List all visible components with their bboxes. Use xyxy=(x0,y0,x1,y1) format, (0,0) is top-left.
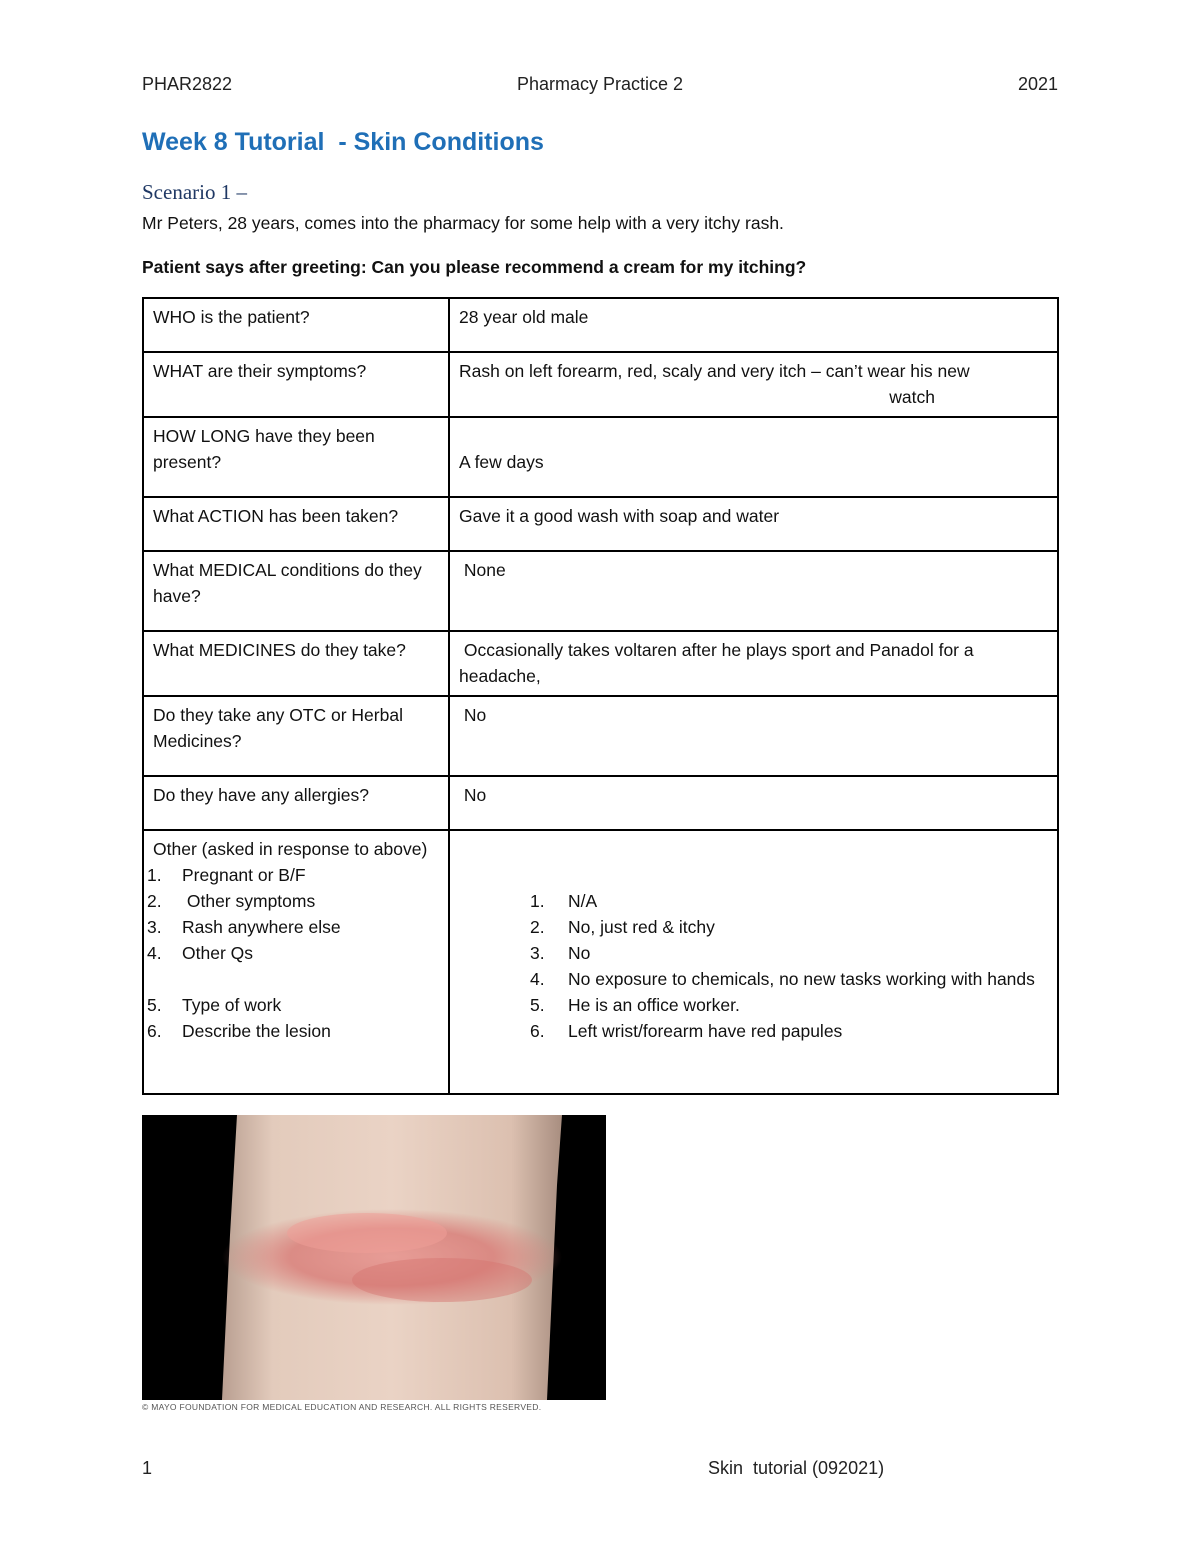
unit-name: Pharmacy Practice 2 xyxy=(516,74,684,94)
question-cell: WHAT are their symptoms? xyxy=(143,352,449,417)
page-number: 1 xyxy=(142,1458,153,1478)
table-row xyxy=(143,551,1058,631)
patient-prompt: Patient says after greeting: Can you please recommend a cream for my itching? xyxy=(142,257,807,277)
question-cell: HOW LONG have they been present? xyxy=(143,417,449,497)
list-item: 5. Type of work xyxy=(147,995,282,1015)
answer-cell: No xyxy=(449,696,1058,776)
answer-line-wrap: watch xyxy=(889,387,935,407)
question-cell xyxy=(143,830,449,1094)
image-credit: © MAYO FOUNDATION FOR MEDICAL EDUCATION AND RESEARCH. ALL RIGHTS RESERVED. xyxy=(142,1402,542,1412)
table-row xyxy=(143,696,1058,776)
list-item: 3. Rash anywhere else xyxy=(147,917,341,937)
answer-text: A few days xyxy=(459,452,544,472)
rash-photo xyxy=(142,1115,606,1400)
question-cell: What MEDICINES do they take? xyxy=(143,631,449,696)
table-row xyxy=(143,298,1058,352)
answer-cell xyxy=(449,417,1058,497)
question-cell: Do they have any allergies? xyxy=(143,776,449,830)
answer-cell: 28 year old male xyxy=(449,298,1058,352)
list-item: 6. Describe the lesion xyxy=(147,1021,331,1041)
list-item: 2. No, just red & itchy xyxy=(530,917,715,937)
page-title: Week 8 Tutorial - Skin Conditions xyxy=(142,128,544,156)
question-cell: Do they take any OTC or Herbal Medicines? xyxy=(143,696,449,776)
answer-cell: Gave it a good wash with soap and water xyxy=(449,497,1058,551)
list-item: 5. He is an office worker. xyxy=(530,995,740,1015)
question-cell: What MEDICAL conditions do they have? xyxy=(143,551,449,631)
other-answers-list xyxy=(530,888,1049,1044)
list-item: 1. Pregnant or B/F xyxy=(147,865,306,885)
table-row xyxy=(143,631,1058,696)
list-item: 4. No exposure to chemicals, no new tasks working with hands xyxy=(530,969,1035,989)
question-cell: WHO is the patient? xyxy=(143,298,449,352)
list-item: 1. N/A xyxy=(530,891,598,911)
answer-cell: No xyxy=(449,776,1058,830)
list-item: 3. No xyxy=(530,943,591,963)
table-row xyxy=(143,776,1058,830)
list-item: 4. Other Qs xyxy=(147,943,253,963)
scenario-intro: Mr Peters, 28 years, comes into the pharmacy for some help with a very itchy rash. xyxy=(142,213,784,233)
question-cell: What ACTION has been taken? xyxy=(143,497,449,551)
answer-cell: None xyxy=(449,551,1058,631)
table-row xyxy=(143,497,1058,551)
document-footer: Skin tutorial (092021) xyxy=(708,1458,885,1478)
other-questions-list xyxy=(147,862,440,1044)
table-row xyxy=(143,417,1058,497)
answer-line: Rash on left forearm, red, scaly and very itch – can’t wear his new xyxy=(459,361,970,381)
list-item: 2. Other symptoms xyxy=(147,891,316,911)
wrist-rash-illustration xyxy=(142,1115,606,1400)
other-label: Other (asked in response to above) xyxy=(153,839,428,859)
answer-cell: Occasionally takes voltaren after he plays sport and Panadol for a headache, xyxy=(449,631,1058,696)
patient-assessment-table xyxy=(142,297,1059,1095)
scenario-heading: Scenario 1 – xyxy=(142,180,247,204)
table-row xyxy=(143,352,1058,417)
answer-cell xyxy=(449,352,1058,417)
header-year: 2021 xyxy=(1017,74,1058,94)
course-code: PHAR2822 xyxy=(142,74,233,94)
table-row-other xyxy=(143,830,1058,1094)
list-item: 6. Left wrist/forearm have red papules xyxy=(530,1021,843,1041)
answer-cell xyxy=(449,830,1058,1094)
